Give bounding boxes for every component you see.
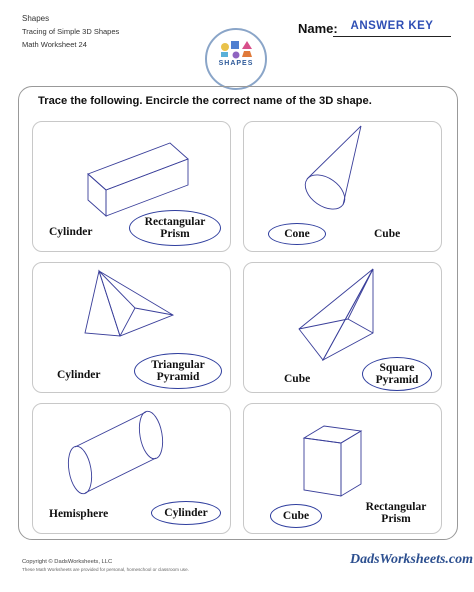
shape-card-3 — [32, 262, 231, 393]
option-left-text: Cube — [282, 510, 310, 522]
name-line — [333, 36, 451, 37]
option-left-circled[interactable] — [270, 504, 322, 528]
worksheet-number: Math Worksheet 24 — [22, 40, 87, 49]
shape-card-2 — [243, 121, 442, 252]
footer-note: These Math Worksheets are provided for personal, homeschool or classroom use. — [22, 567, 189, 572]
option-right-line2: Pyramid — [375, 374, 419, 386]
shapes-logo-text: SHAPES — [218, 60, 254, 67]
option-right-circled[interactable] — [151, 501, 221, 525]
option-right-line1: Triangular — [151, 359, 205, 371]
worksheet-category: Shapes — [22, 14, 50, 23]
option-right-circled[interactable] — [362, 357, 432, 391]
option-right-line2: Prism — [381, 513, 411, 525]
shape-card-1 — [32, 121, 231, 252]
shape-card-5 — [32, 403, 231, 534]
option-right-circled[interactable] — [134, 353, 222, 389]
instructions: Trace the following. Encircle the correct name of the 3D shape. — [38, 95, 372, 107]
shapes-logo — [205, 28, 267, 90]
answer-key-text: ANSWER KEY — [350, 20, 434, 32]
option-left[interactable]: Cylinder — [57, 369, 101, 381]
shape-card-4 — [243, 262, 442, 393]
name-label: Name: — [298, 21, 338, 36]
option-right-line1: Rectangular — [365, 501, 427, 513]
option-right-circled[interactable] — [129, 210, 221, 246]
option-left-text: Cone — [284, 228, 310, 240]
option-left-circled[interactable] — [268, 223, 326, 245]
option-left[interactable]: Cube — [284, 373, 311, 385]
option-left[interactable]: Cylinder — [49, 226, 93, 238]
shape-card-6 — [243, 403, 442, 534]
shapes-logo-icon — [207, 30, 265, 88]
dadsworksheets-logo[interactable]: DadsWorksheets.com — [350, 552, 474, 567]
option-right-text: Cylinder — [164, 507, 208, 519]
option-right-line1: Rectangular — [144, 216, 206, 228]
option-right[interactable]: Cube — [374, 228, 401, 240]
footer-copyright: Copyright © DadsWorksheets, LLC — [22, 559, 113, 565]
option-right[interactable] — [356, 501, 436, 525]
option-right-line2: Pyramid — [156, 371, 200, 383]
option-right-line1: Square — [379, 362, 415, 374]
option-right-line2: Prism — [160, 228, 190, 240]
worksheet-title: Tracing of Simple 3D Shapes — [22, 27, 120, 36]
option-left[interactable]: Hemisphere — [49, 508, 109, 520]
